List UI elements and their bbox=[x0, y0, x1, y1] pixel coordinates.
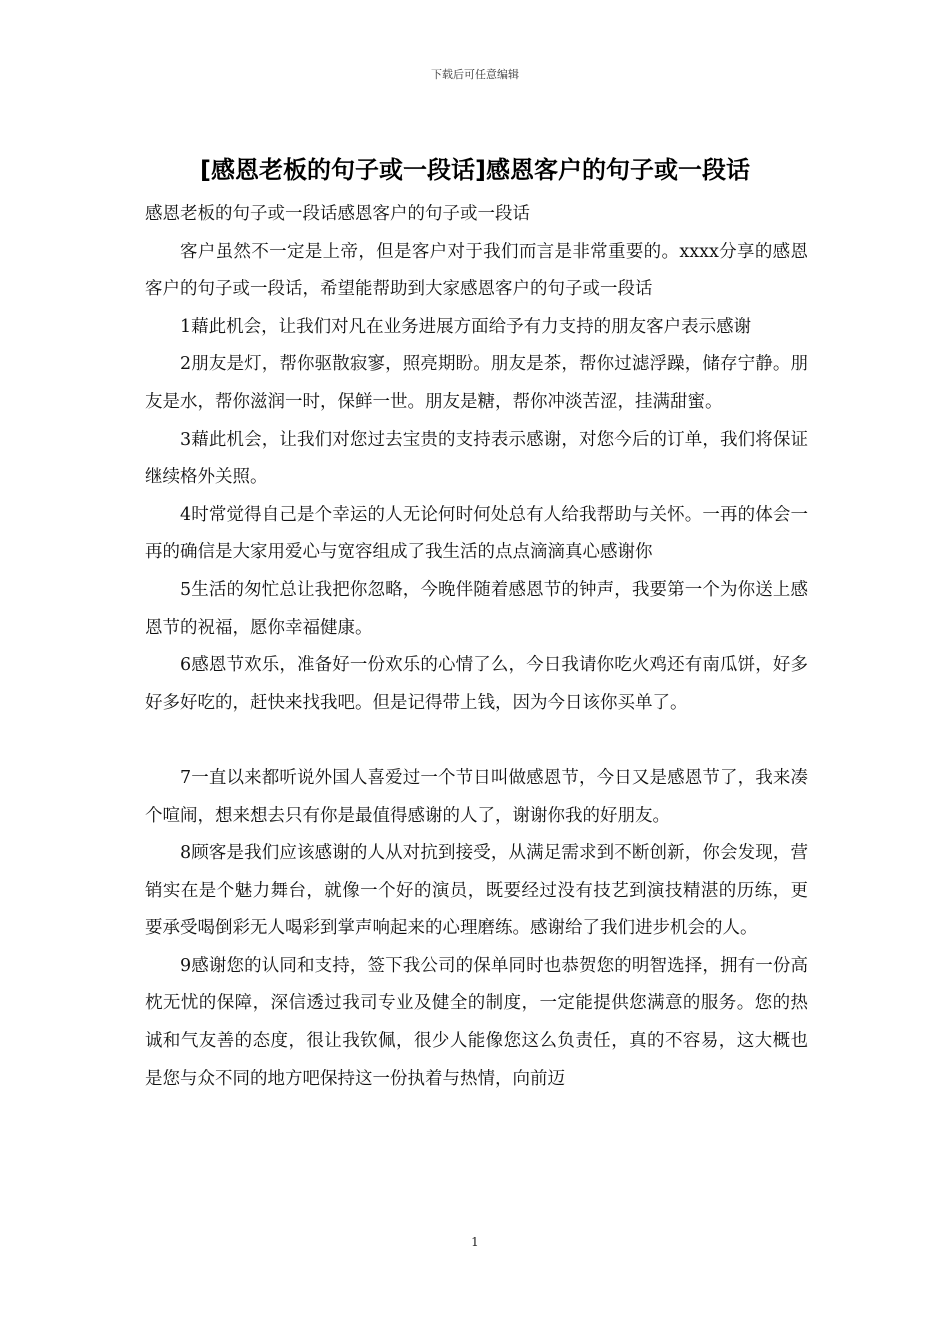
blank-line bbox=[145, 722, 808, 760]
list-item: 8顾客是我们应该感谢的人从对抗到接受，从满足需求到不断创新，你会发现，营销实在是个魅力舞台，就像一个好的演员，既要经过没有技艺到演技精湛的历练，更要承受喝倒彩无人喝彩到掌声响起来的心理磨练。感谢给了我们进步机会的人。 bbox=[145, 843, 808, 939]
list-item: 3藉此机会，让我们对您过去宝贵的支持表示感谢，对您今后的订单，我们将保证继续格外关照。 bbox=[145, 429, 808, 488]
document-body bbox=[145, 196, 808, 1098]
document-subtitle: 感恩老板的句子或一段话感恩客户的句子或一段话 bbox=[145, 204, 530, 224]
list-item: 5生活的匆忙总让我把你忽略，今晚伴随着感恩节的钟声，我要第一个为你送上感恩节的祝福，愿你幸福健康。 bbox=[145, 579, 808, 638]
document-title: [感恩老板的句子或一段话]感恩客户的句子或一段话 bbox=[200, 156, 750, 184]
page-number: 1 bbox=[471, 1235, 479, 1249]
list-item: 7一直以来都听说外国人喜爱过一个节日叫做感恩节，今日又是感恩节了，我来凑个喧闹，想来想去只有你是最值得感谢的人了，谢谢你我的好朋友。 bbox=[145, 767, 808, 826]
list-item: 4时常觉得自己是个幸运的人无论何时何处总有人给我帮助与关怀。一再的体会一再的确信是大家用爱心与宽容组成了我生活的点点滴滴真心感谢你 bbox=[145, 504, 808, 563]
intro-paragraph: 客户虽然不一定是上帝，但是客户对于我们而言是非常重要的。xxxx分享的感恩客户的句子或一段话，希望能帮助到大家感恩客户的句子或一段话 bbox=[145, 241, 808, 300]
list-item: 1藉此机会，让我们对凡在业务进展方面给予有力支持的朋友客户表示感谢 bbox=[180, 316, 752, 337]
list-item: 6感恩节欢乐，准备好一份欢乐的心情了么，今日我请你吃火鸡还有南瓜饼，好多好多好吃的，赶快来找我吧。但是记得带上钱，因为今日该你买单了。 bbox=[145, 655, 808, 713]
list-item: 9感谢您的认同和支持，签下我公司的保单同时也恭贺您的明智选择，拥有一份高枕无忧的保障，深信透过我司专业及健全的制度，一定能提供您满意的服务。您的热诚和气友善的态度，很让我钦佩，很少人能像您这么负责任，真的不容易，这大概也是您与众不同的地方吧保持这一份执着与热情，向前迈 bbox=[145, 955, 808, 1089]
page-header-note: 下载后可任意编辑 bbox=[431, 68, 519, 81]
list-item: 2朋友是灯，帮你驱散寂寥，照亮期盼。朋友是茶，帮你过滤浮躁，储存宁静。朋友是水，帮你滋润一时，保鲜一世。朋友是糖，帮你冲淡苦涩，挂满甜蜜。 bbox=[145, 354, 808, 412]
